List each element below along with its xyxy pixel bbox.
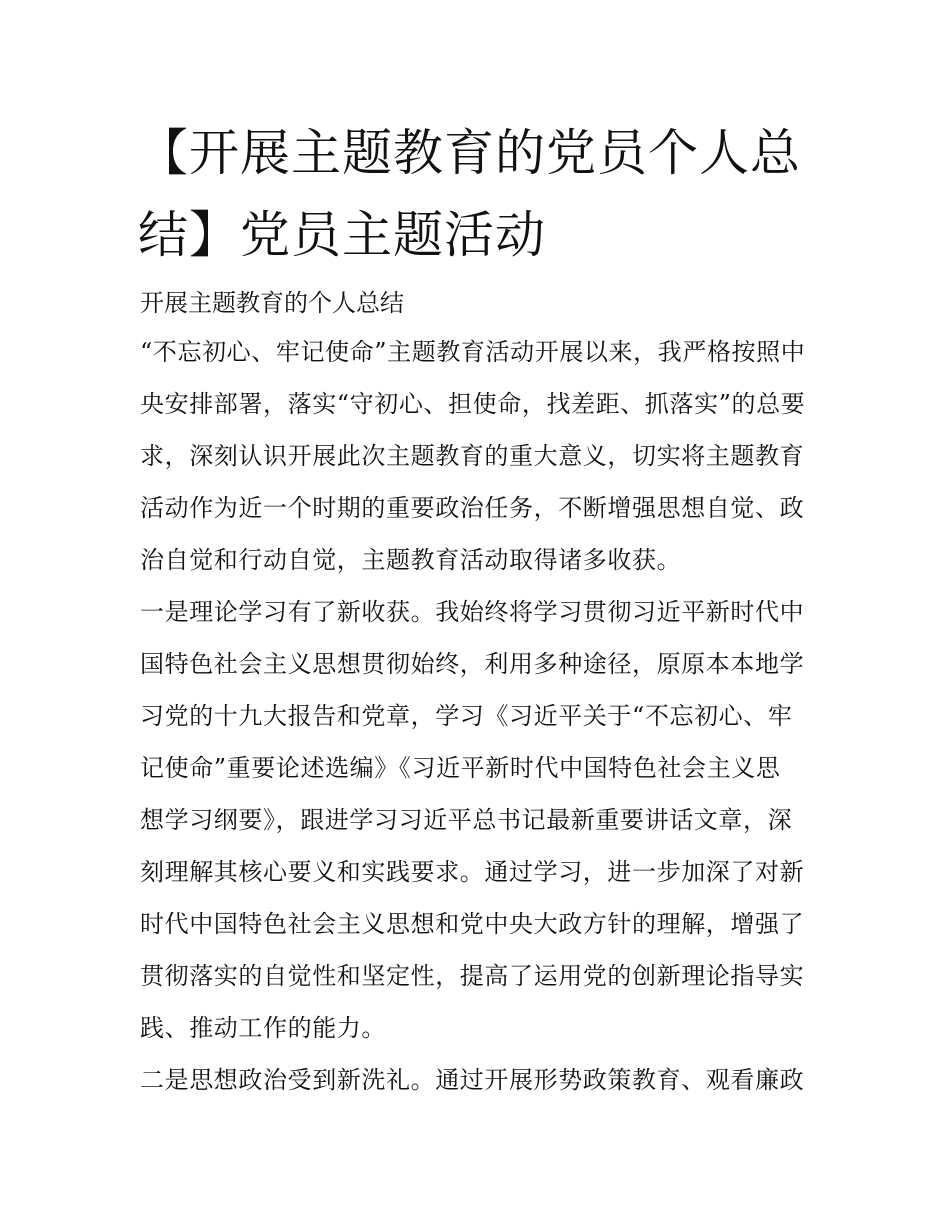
text-line: 习党的十九大报告和党章，学习《习近平关于“不忘初心、牢 (140, 702, 793, 730)
title-line: 【开展主题教育的党员个人总 (138, 124, 801, 182)
text-line: 治自觉和行动自觉，主题教育活动取得诸多收获。 (140, 546, 682, 574)
text-line: 国特色社会主义思想贯彻始终，利用多种途径，原原本本地学 (140, 650, 805, 678)
text-line: 央安排部署，落实“守初心、担使命，找差距、抓落实”的总要 (140, 390, 806, 418)
document-title (138, 112, 828, 276)
text-line: 活动作为近一个时期的重要政治任务，不断增强思想自觉、政 (140, 494, 805, 522)
text-line: 践、推动工作的能力。 (140, 1014, 386, 1042)
text-line: 二是思想政治受到新洗礼。通过开展形势政策教育、观看廉政 (140, 1066, 805, 1094)
text-line: 记使命”重要论述选编》《习近平新时代中国特色社会主义思 (140, 754, 781, 782)
text-line: 求，深刻认识开展此次主题教育的重大意义，切实将主题教育 (140, 442, 805, 470)
document-subtitle: 开展主题教育的个人总结 (140, 289, 404, 317)
text-line: 刻理解其核心要义和实践要求。通过学习，进一步加深了对新 (140, 858, 805, 886)
text-line: 一是理论学习有了新收获。我始终将学习贯彻习近平新时代中 (140, 598, 805, 626)
title-line: 结】党员主题活动 (138, 206, 546, 264)
text-line: “不忘初心、牢记使命”主题教育活动开展以来，我严格按照中 (140, 338, 806, 366)
text-line: 贯彻落实的自觉性和坚定性，提高了运用党的创新理论指导实 (140, 962, 805, 990)
paragraph-intro (140, 326, 820, 586)
document-body (140, 280, 820, 1106)
paragraph-theory-study (140, 586, 820, 1054)
text-line: 想学习纲要》，跟进学习习近平总书记最新重要讲话文章，深 (140, 806, 793, 834)
text-line: 时代中国特色社会主义思想和党中央大政方针的理解，增强了 (140, 910, 805, 938)
paragraph-political-thought (140, 1054, 820, 1106)
